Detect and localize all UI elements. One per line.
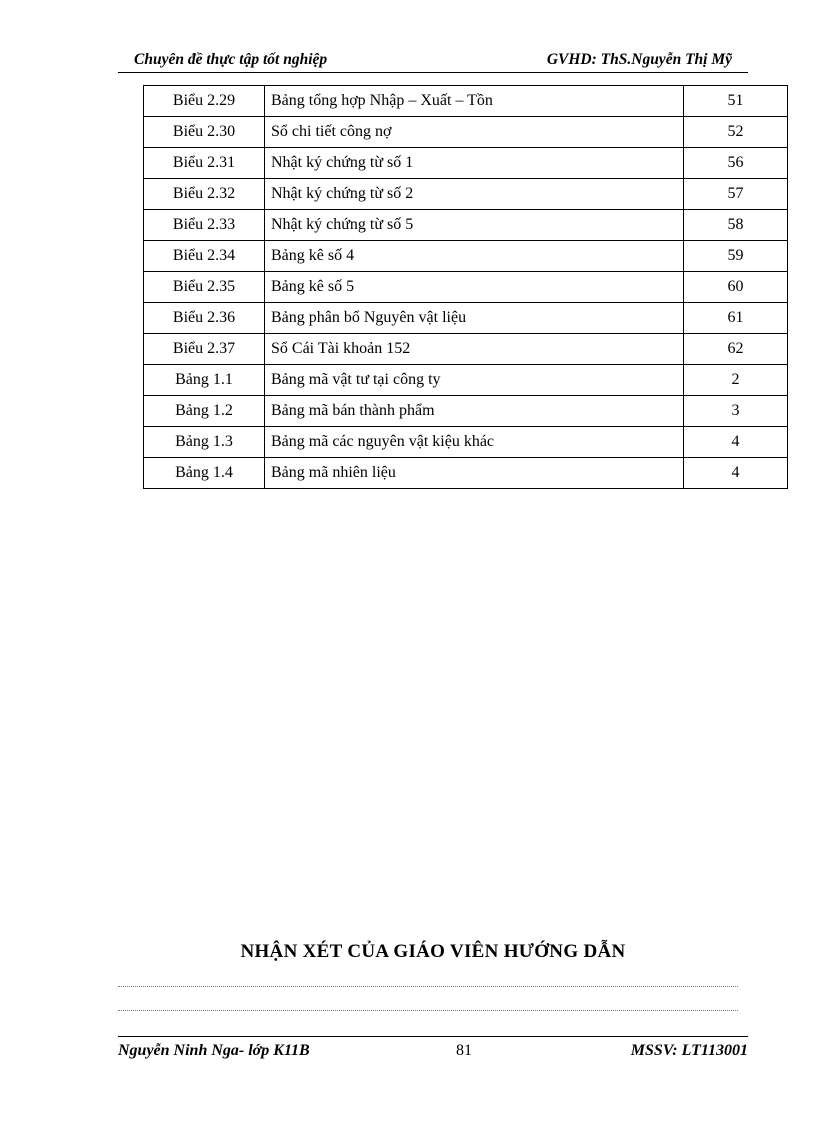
footer-divider xyxy=(118,1036,748,1037)
table-row xyxy=(144,86,788,117)
table-row xyxy=(144,241,788,272)
footer-student-id: MSSV: LT113001 xyxy=(630,1042,748,1059)
table-code-cell: Bảng 1.3 xyxy=(144,427,265,458)
table-row xyxy=(144,272,788,303)
table-code-cell: Bảng 1.2 xyxy=(144,396,265,427)
table-title-cell: Nhật ký chứng từ số 2 xyxy=(265,179,684,210)
table-title-cell: Bảng mã các nguyên vật kiệu khác xyxy=(265,427,684,458)
dotted-comment-line xyxy=(118,974,738,987)
table-code-cell: Bảng 1.1 xyxy=(144,365,265,396)
table-page-cell: 51 xyxy=(684,86,788,117)
table-page-cell: 61 xyxy=(684,303,788,334)
table-page-cell: 57 xyxy=(684,179,788,210)
table-code-cell: Biểu 2.30 xyxy=(144,117,265,148)
table-title-cell: Bảng tổng hợp Nhập – Xuất – Tồn xyxy=(265,86,684,117)
table-code-cell: Biểu 2.36 xyxy=(144,303,265,334)
table-code-cell: Biểu 2.32 xyxy=(144,179,265,210)
table-row xyxy=(144,427,788,458)
table-page-cell: 58 xyxy=(684,210,788,241)
table-code-cell: Biểu 2.33 xyxy=(144,210,265,241)
table-code-cell: Biểu 2.35 xyxy=(144,272,265,303)
table-code-cell: Biểu 2.31 xyxy=(144,148,265,179)
table-page-cell: 4 xyxy=(684,427,788,458)
table-title-cell: Sổ Cái Tài khoản 152 xyxy=(265,334,684,365)
page-header xyxy=(118,48,748,73)
table-page-cell: 56 xyxy=(684,148,788,179)
table-code-cell: Biểu 2.29 xyxy=(144,86,265,117)
table-title-cell: Bảng kê số 5 xyxy=(265,272,684,303)
table-code-cell: Bảng 1.4 xyxy=(144,458,265,489)
table-row xyxy=(144,334,788,365)
table-title-cell: Nhật ký chứng từ số 5 xyxy=(265,210,684,241)
header-document-type: Chuyên đề thực tập tốt nghiệp xyxy=(134,51,328,68)
table-title-cell: Bảng mã vật tư tại công ty xyxy=(265,365,684,396)
table-row xyxy=(144,117,788,148)
list-of-tables-body xyxy=(144,86,788,489)
dotted-comment-line xyxy=(118,998,738,1011)
table-row xyxy=(144,303,788,334)
table-page-cell: 60 xyxy=(684,272,788,303)
table-page-cell: 62 xyxy=(684,334,788,365)
table-row xyxy=(144,179,788,210)
table-code-cell: Biểu 2.37 xyxy=(144,334,265,365)
table-title-cell: Nhật ký chứng từ số 1 xyxy=(265,148,684,179)
header-advisor: GVHD: ThS.Nguyễn Thị Mỹ xyxy=(546,51,732,68)
table-code-cell: Biểu 2.34 xyxy=(144,241,265,272)
table-title-cell: Bảng kê số 4 xyxy=(265,241,684,272)
table-title-cell: Bảng mã nhiên liệu xyxy=(265,458,684,489)
page-footer xyxy=(118,1042,748,1066)
table-row xyxy=(144,210,788,241)
section-title: NHẬN XÉT CỦA GIÁO VIÊN HƯỚNG DẪN xyxy=(240,941,626,962)
table-row xyxy=(144,365,788,396)
table-title-cell: Bảng mã bán thành phẩm xyxy=(265,396,684,427)
page-number: 81 xyxy=(456,1042,472,1059)
list-of-tables xyxy=(143,85,788,489)
table-page-cell: 2 xyxy=(684,365,788,396)
table-title-cell: Bảng phân bổ Nguyên vật liệu xyxy=(265,303,684,334)
table-row xyxy=(144,458,788,489)
table-title-cell: Sổ chi tiết công nợ xyxy=(265,117,684,148)
footer-student-name: Nguyễn Ninh Nga- lớp K11B xyxy=(118,1042,310,1059)
table-row xyxy=(144,148,788,179)
table-row xyxy=(144,396,788,427)
table-page-cell: 3 xyxy=(684,396,788,427)
table-page-cell: 59 xyxy=(684,241,788,272)
table-page-cell: 52 xyxy=(684,117,788,148)
table-page-cell: 4 xyxy=(684,458,788,489)
